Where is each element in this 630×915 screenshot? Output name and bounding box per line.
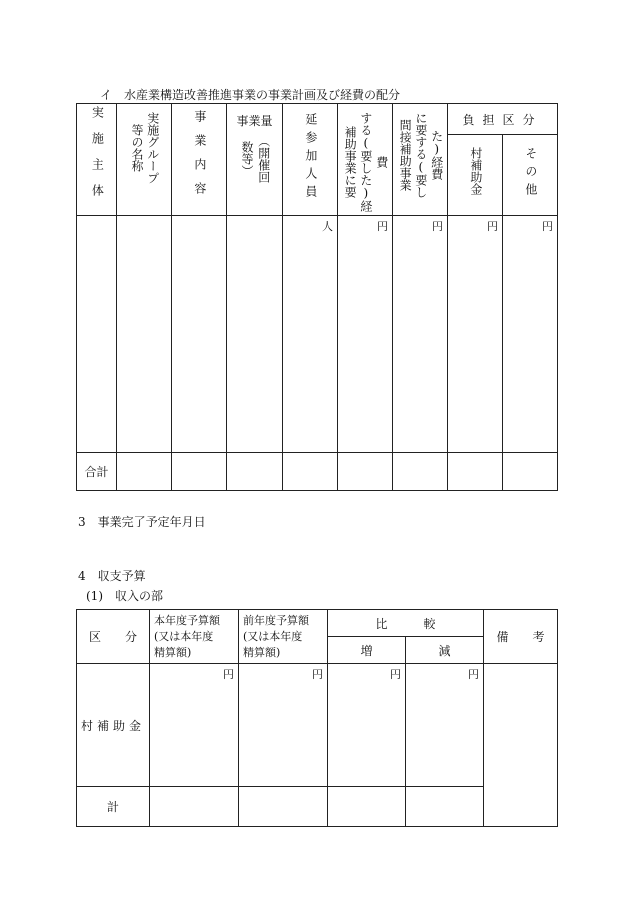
total-row — [77, 453, 558, 491]
unit-increase: 円 — [328, 664, 406, 787]
unit-previous: 円 — [239, 664, 328, 787]
header-burden: 負担区分 — [448, 104, 558, 135]
total-label: 合計 — [77, 453, 117, 491]
expense-allocation-table — [76, 103, 558, 491]
header-quantity: 事業量 ︵開催回 数等︶ — [227, 104, 283, 216]
section-4-subtitle: (1) 収入の部 — [86, 589, 163, 603]
header-content: 事業内容 — [172, 104, 227, 216]
header-remarks: 備 考 — [484, 610, 558, 664]
header-indirect-cost: た)経費 に要する(要し 間接補助事業 — [393, 104, 448, 216]
income-table — [76, 609, 558, 827]
unit-village-subsidy: 円 — [448, 216, 503, 453]
header-decrease: 減 — [406, 637, 484, 664]
table-row — [77, 664, 558, 787]
unit-current: 円 — [150, 664, 239, 787]
header-village-subsidy: 村補助金 — [448, 135, 503, 216]
header-other: その他 — [503, 135, 558, 216]
section-3-title: 3 事業完了予定年月日 — [78, 515, 206, 529]
row-label-village-subsidy: 村補助金 — [77, 664, 150, 787]
section-i-title: イ 水産業構造改善推進事業の事業計画及び経費の配分 — [100, 88, 401, 102]
header-comparison: 比 較 — [328, 610, 484, 637]
section-4-title: 4 収支予算 — [78, 569, 146, 583]
header-group-name: 実施グループ 等の名称 — [117, 104, 172, 216]
header-current-year: 本年度予算額 (又は本年度 精算額) — [150, 610, 239, 664]
header-category: 区 分 — [77, 610, 150, 664]
header-previous-year: 前年度予算額 (又は本年度 精算額) — [239, 610, 328, 664]
unit-decrease: 円 — [406, 664, 484, 787]
unit-subsidized: 円 — [338, 216, 393, 453]
header-implementer: 実施主体 — [77, 104, 117, 216]
header-increase: 増 — [328, 637, 406, 664]
unit-other: 円 — [503, 216, 558, 453]
unit-indirect: 円 — [393, 216, 448, 453]
income-total-label: 計 — [77, 787, 150, 827]
header-subsidized-cost: 費 する(要した)経 補助事業に要 — [338, 104, 393, 216]
header-participants: 延参加人員 — [283, 104, 338, 216]
table-row — [77, 216, 558, 453]
unit-participants: 人 — [283, 216, 338, 453]
